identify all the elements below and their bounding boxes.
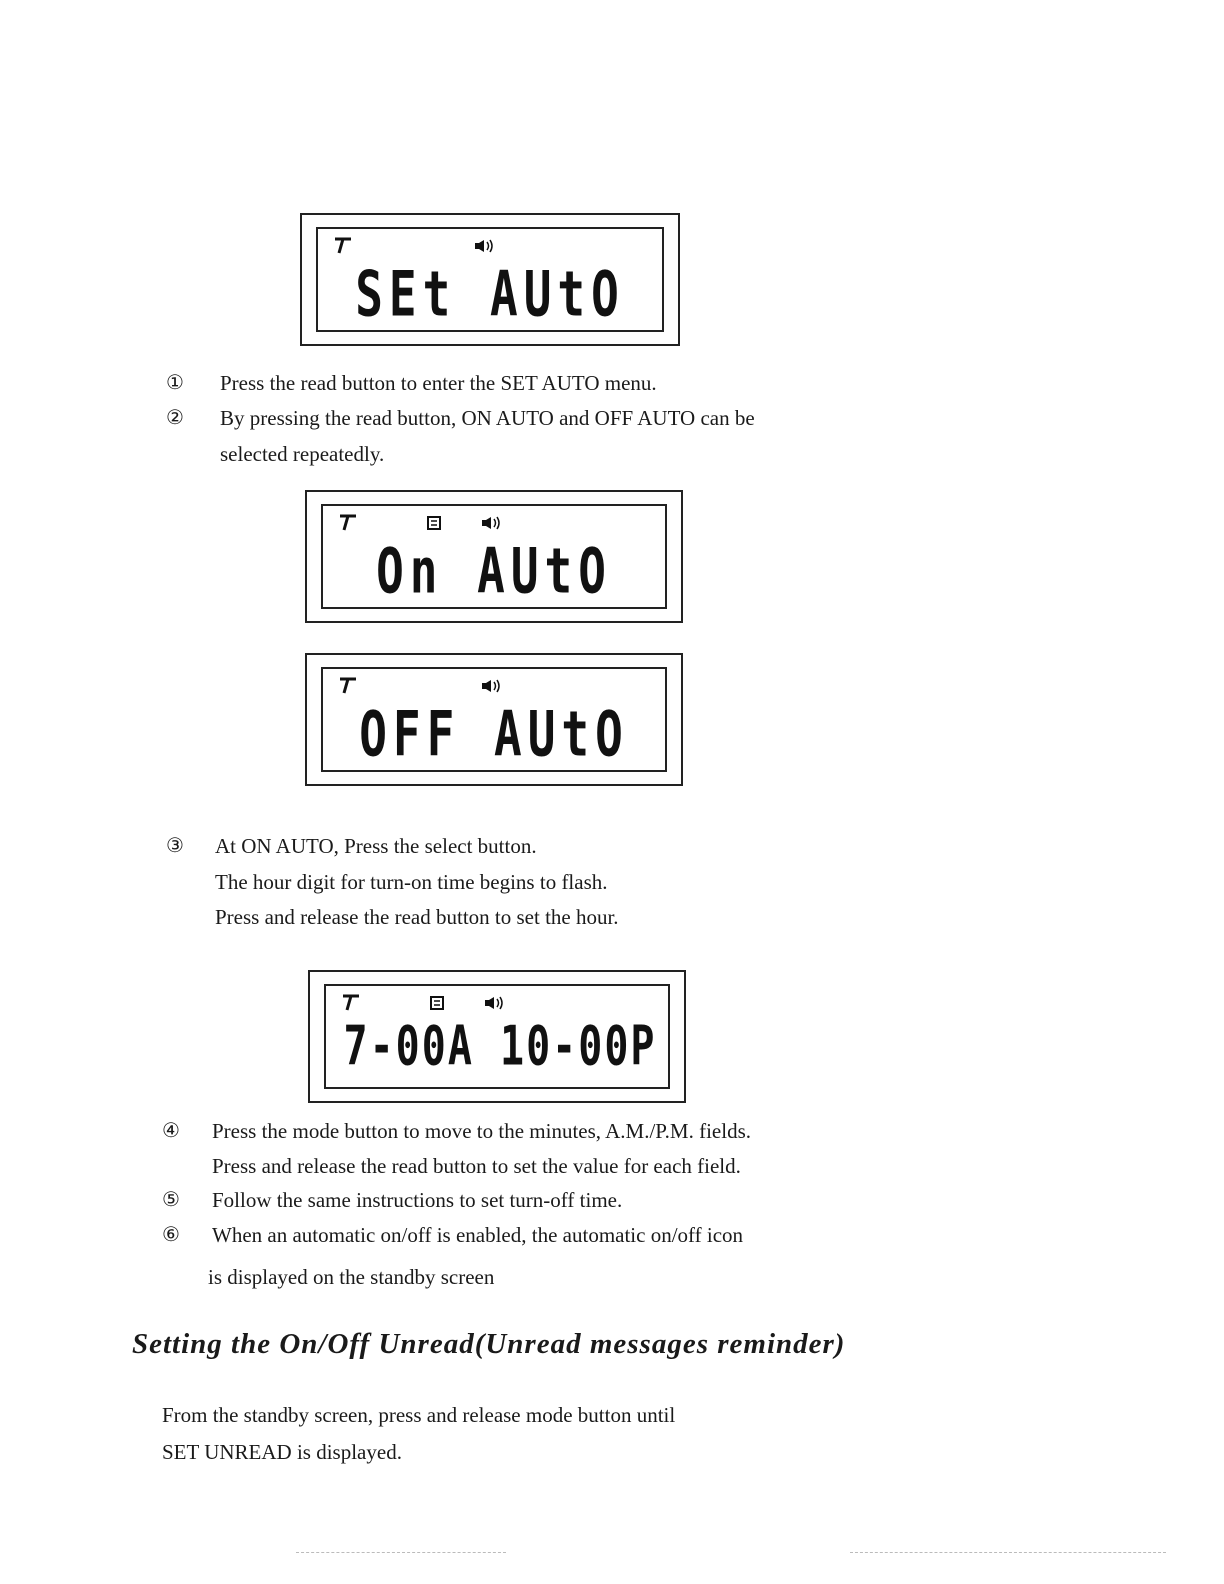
lcd-text: 7-00A 10-00P xyxy=(343,1015,657,1079)
lcd-display-off-auto xyxy=(305,653,683,786)
step-number: ⑤ xyxy=(162,1189,180,1211)
auto-on-off-icon xyxy=(430,996,444,1010)
step-text: Press the mode button to move to the minutes, A.M./P.M. fields. xyxy=(212,1119,751,1143)
speaker-icon xyxy=(484,996,506,1010)
page-footer-line xyxy=(850,1552,1166,1553)
antenna-icon xyxy=(334,237,352,255)
lcd-text: SEt AUtO xyxy=(355,257,625,331)
speaker-icon xyxy=(474,239,496,253)
step-text: When an automatic on/off is enabled, the automatic on/off icon xyxy=(212,1223,744,1247)
lcd-screen xyxy=(324,984,670,1089)
step-text: At ON AUTO, Press the select button. xyxy=(215,834,537,858)
step-text: Press and release the read button to set the value for each field. xyxy=(212,1154,741,1178)
lcd-display-time-setting xyxy=(308,970,686,1103)
section-text: From the standby screen, press and release mode button until xyxy=(162,1403,676,1427)
auto-on-off-icon xyxy=(427,516,441,530)
lcd-display-on-auto xyxy=(305,490,683,623)
section-text: SET UNREAD is displayed. xyxy=(162,1440,402,1464)
lcd-text: OFF AUtO xyxy=(359,697,629,771)
step-number: ① xyxy=(166,372,184,394)
antenna-icon xyxy=(342,994,360,1012)
step-number: ③ xyxy=(166,835,184,857)
step-text: is displayed on the standby screen xyxy=(208,1265,495,1289)
page-footer-line xyxy=(296,1552,506,1553)
step-number: ④ xyxy=(162,1120,180,1142)
step-number: ⑥ xyxy=(162,1224,180,1246)
lcd-screen xyxy=(316,227,664,332)
step-text: The hour digit for turn-on time begins to flash. xyxy=(215,870,608,894)
step-text: Follow the same instructions to set turn-off time. xyxy=(212,1188,623,1212)
lcd-display-set-auto xyxy=(300,213,680,346)
antenna-icon xyxy=(339,677,357,695)
speaker-icon xyxy=(481,679,503,693)
speaker-icon xyxy=(481,516,503,530)
step-number: ② xyxy=(166,407,184,429)
step-text: By pressing the read button, ON AUTO and OFF AUTO can be xyxy=(220,406,755,430)
section-title: Setting the On/Off Unread(Unread messages reminder) xyxy=(132,1328,846,1360)
step-text: Press the read button to enter the SET AUTO menu. xyxy=(220,371,657,395)
lcd-text: On AUtO xyxy=(376,534,612,608)
step-text: selected repeatedly. xyxy=(220,442,385,466)
antenna-icon xyxy=(339,514,357,532)
lcd-screen xyxy=(321,667,667,772)
lcd-screen xyxy=(321,504,667,609)
step-text: Press and release the read button to set the hour. xyxy=(215,905,619,929)
